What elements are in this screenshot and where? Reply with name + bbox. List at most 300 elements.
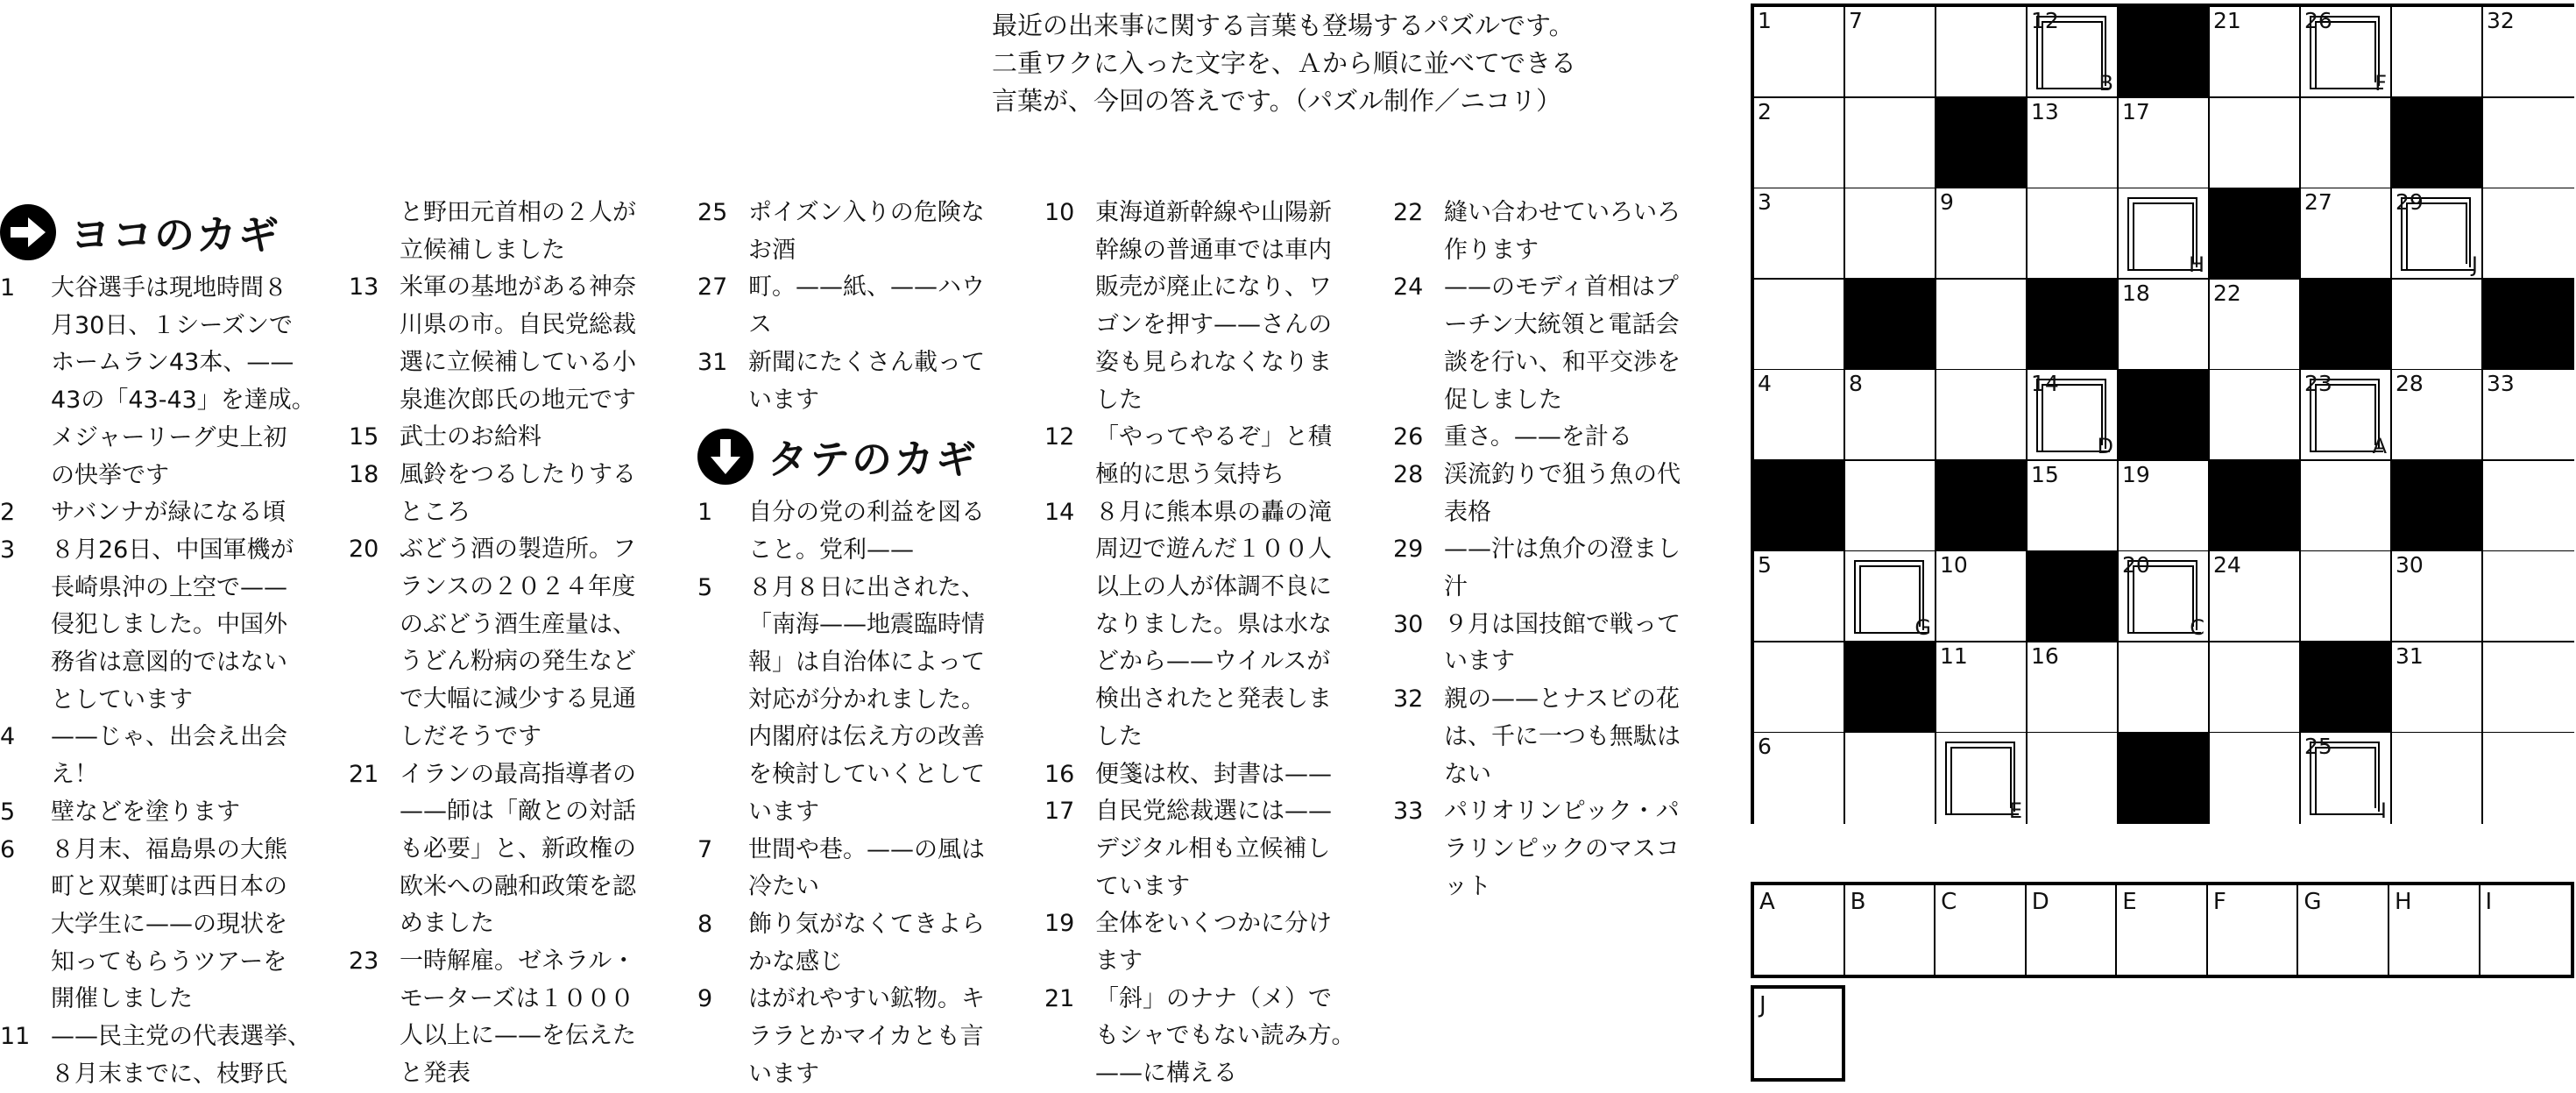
grid-cell[interactable] [1936, 551, 2028, 642]
clue [0, 832, 315, 1019]
clue-number: 31 [697, 348, 728, 376]
grid-cell[interactable] [2119, 551, 2210, 642]
clue-number: 13 [349, 273, 379, 302]
clue-number: 21 [1044, 984, 1075, 1012]
clue-text: ない [1444, 760, 1491, 788]
clue-text: 姿も見られなくなりま [1095, 348, 1332, 376]
clue-text: 月30日、１シーズンで [51, 311, 294, 339]
clue-text: います [748, 798, 819, 826]
cell-number: 12 [2031, 8, 2059, 33]
clue-text: 人以上に——を伝えた [400, 1022, 636, 1050]
black-cell [2301, 642, 2392, 734]
grid-cell[interactable] [2392, 551, 2483, 642]
across-heading [0, 195, 315, 270]
grid-cell[interactable] [2210, 733, 2301, 824]
clue-text: 一時解雇。ゼネラル・ [400, 948, 636, 976]
clue-text: もシャでもない読み方。 [1095, 1022, 1355, 1050]
cell-number: 5 [1758, 552, 1772, 578]
clue-text: え！ [51, 761, 98, 789]
clue-number: 7 [697, 835, 713, 863]
cell-number: 8 [1849, 371, 1863, 396]
clue-number: 20 [349, 536, 379, 564]
clue-column-1 [0, 195, 315, 1093]
grid-cell[interactable] [2210, 642, 2301, 734]
cell-number: 6 [1758, 734, 1772, 759]
clue-text: した [1095, 386, 1143, 414]
black-cell [2483, 280, 2574, 371]
clue-number: 16 [1044, 760, 1075, 788]
answer-box[interactable] [2389, 885, 2480, 975]
grid-cell[interactable] [2392, 280, 2483, 371]
heading-title: タテのカギ [768, 436, 978, 484]
clue-text: ——師は「敵との対話 [400, 798, 636, 826]
clue-text: 世間や巷。——の風は [748, 835, 985, 863]
cell-number: 31 [2396, 642, 2424, 669]
clue-text: ８月に熊本県の轟の滝 [1095, 498, 1332, 526]
clue-text: 新聞にたくさん載って [748, 348, 985, 376]
grid-cell[interactable] [2301, 551, 2392, 642]
clue [697, 832, 1013, 906]
grid-cell[interactable] [2301, 370, 2392, 461]
clue-text: めました [400, 910, 494, 938]
grid-cell[interactable] [1845, 98, 1936, 189]
double-frame-letter: C [2190, 615, 2204, 640]
clue [697, 494, 1013, 569]
clue-text: イランの最高指導者の [400, 760, 636, 788]
clue-text: ——じゃ、出会え出会 [51, 723, 287, 751]
clue [697, 344, 1013, 419]
clue-text: ホームラン43本、—— [51, 349, 294, 377]
cell-number: 13 [2031, 98, 2059, 124]
cell-number: 7 [1849, 8, 1863, 33]
clue-text: ８月末までに、枝野氏 [51, 1060, 287, 1088]
clue-text: は、千に一つも無駄は [1444, 722, 1681, 750]
answer-box-label: J [1759, 992, 1766, 1018]
clue-text: 以上の人が体調不良に [1095, 573, 1332, 601]
intro-text [992, 7, 1658, 120]
clue [1393, 269, 1709, 419]
grid-cell[interactable] [2483, 98, 2574, 189]
clue-text: パリオリンピック・パ [1444, 798, 1680, 826]
cell-number: 24 [2213, 552, 2241, 578]
clue [0, 719, 315, 793]
grid-cell[interactable] [1754, 280, 1845, 371]
clue-text: と発表 [400, 1060, 471, 1088]
clue-number: 19 [1044, 910, 1075, 938]
clue-text: 務省は意図的ではない [51, 649, 287, 677]
cell-number: 27 [2304, 189, 2332, 215]
clue-text: います [748, 386, 819, 414]
answer-box-label: I [2485, 889, 2493, 915]
clue-text: います [1444, 648, 1515, 676]
clue [697, 269, 1013, 344]
grid-cell[interactable] [2483, 642, 2574, 734]
grid-cell[interactable] [2483, 733, 2574, 824]
grid-cell[interactable] [2028, 98, 2119, 189]
clue [1044, 756, 1360, 794]
answer-box[interactable] [2208, 885, 2299, 975]
clue-text: した [1095, 722, 1143, 750]
double-frame-letter: H [2188, 252, 2204, 277]
clue-text: ポイズン入りの危険な [748, 199, 985, 226]
clue-text: います [748, 1060, 819, 1088]
clue-text: の快挙です [51, 461, 169, 489]
clue-text: ララとかマイカとも言 [748, 1023, 984, 1051]
grid-cell[interactable] [2210, 551, 2301, 642]
black-cell [1936, 98, 2028, 189]
clue [1393, 531, 1709, 606]
clue [1044, 494, 1360, 756]
clue-text: 報」は自治体によって [748, 649, 985, 677]
clue-number: 5 [697, 573, 713, 601]
clue-text: 壁などを塗ります [51, 798, 240, 826]
clue-column-2 [349, 195, 664, 1093]
clue-text: ——汁は魚介の澄まし [1444, 536, 1681, 564]
grid-cell[interactable] [2301, 188, 2392, 280]
black-cell [2119, 370, 2210, 461]
cell-number: 28 [2396, 371, 2424, 396]
clue [0, 794, 315, 832]
grid-cell[interactable] [2028, 7, 2119, 98]
clue-number: 25 [697, 199, 728, 226]
clue-text: 検出されたと発表しま [1095, 685, 1332, 713]
grid-cell[interactable] [1936, 188, 2028, 280]
grid-cell[interactable] [2119, 188, 2210, 280]
grid-cell[interactable] [1754, 370, 1845, 461]
clue [697, 981, 1013, 1093]
clue-text: としています [51, 685, 193, 713]
clue-text: 東海道新幹線や山陽新 [1095, 199, 1332, 226]
clue [1393, 793, 1709, 905]
clue-text: ８月末、福島県の大熊 [51, 835, 287, 863]
clue-number: 27 [697, 273, 728, 302]
clue [1044, 905, 1360, 980]
clue-text: お酒 [748, 236, 796, 264]
cell-number: 33 [2487, 371, 2515, 396]
clue-text: しだそうです [400, 722, 541, 750]
intro-line: 二重ワクに入った文字を、Ａから順に並べてできる [992, 48, 1577, 78]
grid-cell[interactable] [1845, 370, 1936, 461]
grid-cell[interactable] [2210, 280, 2301, 371]
cell-number: 32 [2487, 8, 2515, 33]
clue-number: 26 [1393, 423, 1424, 451]
grid-cell[interactable] [2483, 551, 2574, 642]
cell-number: 26 [2304, 8, 2332, 33]
clue-number: 6 [0, 835, 16, 863]
grid-cell[interactable] [2210, 370, 2301, 461]
clue-text: ます [1095, 948, 1143, 976]
black-cell [2392, 98, 2483, 189]
clue-text: 親の——とナスビの花 [1444, 685, 1680, 713]
clue-text: 販売が廃止になり、ワ [1095, 273, 1332, 302]
grid-cell[interactable] [1754, 733, 1845, 824]
grid-cell[interactable] [1845, 188, 1936, 280]
grid-cell[interactable] [2301, 7, 2392, 98]
clue-text: 大谷選手は現地時間８ [51, 274, 287, 302]
grid-cell[interactable] [1845, 461, 1936, 552]
grid-cell[interactable] [2392, 7, 2483, 98]
grid-cell[interactable] [2119, 280, 2210, 371]
answer-box-label: D [2031, 889, 2049, 915]
clue [349, 457, 664, 531]
clue-text: 開催しました [51, 985, 193, 1013]
grid-cell[interactable] [2301, 733, 2392, 824]
answer-box[interactable] [2027, 885, 2118, 975]
cell-number: 15 [2031, 461, 2059, 487]
grid-cell[interactable] [2028, 370, 2119, 461]
clue-number: 18 [349, 460, 379, 488]
clue [349, 756, 664, 944]
grid-cell[interactable] [2028, 188, 2119, 280]
clue-number: 21 [349, 760, 379, 788]
grid-cell[interactable] [2392, 642, 2483, 734]
crossword-grid [1751, 4, 2574, 824]
clue-text: 大学生に——の現状を [51, 910, 287, 938]
double-frame-letter: B [2098, 71, 2113, 96]
clue-text: 幹線の普通車では車内 [1095, 236, 1332, 264]
grid-cell[interactable] [2301, 98, 2392, 189]
clue [0, 1018, 315, 1093]
grid-cell[interactable] [1936, 370, 2028, 461]
clue-text: 極的に思う気持ち [1095, 460, 1284, 488]
answer-box[interactable] [1845, 885, 1936, 975]
grid-cell[interactable] [1936, 280, 2028, 371]
clue-text: ラリンピックのマスコ [1444, 834, 1680, 862]
black-cell [2028, 551, 2119, 642]
down-heading [697, 419, 1013, 494]
clue-text: 町と双葉町は西日本の [51, 873, 287, 901]
cell-number: 18 [2122, 280, 2150, 306]
clue-text: デジタル相も立候補し [1095, 834, 1331, 862]
clue-text: 知ってもらうツアーを [51, 948, 287, 976]
clue-number: 23 [349, 948, 379, 976]
cell-number: 3 [1758, 189, 1772, 215]
clue-text: 風鈴をつるしたりする [400, 460, 636, 488]
grid-cell[interactable] [2301, 461, 2392, 552]
double-frame-letter: J [2471, 252, 2478, 277]
clue [1044, 195, 1360, 419]
arrow-right-icon [0, 204, 56, 260]
clue-text: 欧米への融和政策を認 [400, 872, 636, 900]
clue-column-3 [697, 195, 1013, 1093]
clue-number: 32 [1393, 685, 1424, 713]
clue-number: 33 [1393, 798, 1424, 826]
clue [697, 906, 1013, 981]
cell-number: 30 [2396, 552, 2424, 578]
double-frame-letter: I [2380, 798, 2387, 823]
clue-text: で大幅に減少する見通 [400, 685, 636, 713]
cell-number: 25 [2304, 734, 2332, 759]
clue [1393, 195, 1709, 269]
black-cell [2392, 461, 2483, 552]
grid-cell[interactable] [1936, 642, 2028, 734]
grid-cell[interactable] [1754, 188, 1845, 280]
clue-text: 対応が分かれました。 [748, 685, 985, 713]
clue-text: 談を行い、和平交渉を [1444, 348, 1681, 376]
cell-number: 11 [1940, 642, 1968, 669]
black-cell [1845, 280, 1936, 371]
answer-box-label: C [1941, 889, 1957, 915]
grid-cell[interactable] [1754, 642, 1845, 734]
clue-text: ——民主党の代表選挙、 [51, 1023, 311, 1051]
clue-text: こと。党利—— [748, 536, 914, 564]
clue-column-5 [1393, 195, 1709, 905]
clue-number: 12 [1044, 423, 1075, 451]
clue-text: ——のモディ首相はプ [1444, 273, 1679, 302]
cell-number: 14 [2031, 371, 2059, 396]
clue-number: 3 [0, 536, 16, 564]
intro-line: 最近の出来事に関する言葉も登場するパズルです。 [992, 11, 1575, 40]
clue-text: ——に構える [1095, 1060, 1237, 1088]
grid-cell[interactable] [2119, 461, 2210, 552]
answer-boxes [1751, 882, 2574, 978]
grid-cell[interactable] [1845, 733, 1936, 824]
clue-number: 1 [0, 274, 16, 302]
clue [349, 531, 664, 756]
black-cell [2028, 280, 2119, 371]
grid-cell[interactable] [2210, 98, 2301, 189]
clue-text: ス [748, 311, 772, 339]
clue-text: 43の「43-43」を達成。 [51, 387, 315, 415]
clue-text: ところ [400, 498, 471, 526]
grid-cell[interactable] [2028, 461, 2119, 552]
cell-number: 20 [2122, 552, 2150, 578]
clue [1393, 419, 1709, 457]
clue-number: 24 [1393, 273, 1424, 302]
clue [0, 532, 315, 720]
cell-number: 2 [1758, 98, 1772, 124]
grid-cell[interactable] [1936, 7, 2028, 98]
grid-cell[interactable] [2392, 733, 2483, 824]
black-cell [1936, 461, 2028, 552]
clue [1044, 419, 1360, 493]
clue-text: 自民党総裁選には—— [1095, 798, 1332, 826]
cell-number: 9 [1940, 189, 1954, 215]
clue-text: 冷たい [748, 873, 819, 901]
answer-box[interactable] [1754, 885, 1845, 975]
clue-text: 米軍の基地がある神奈 [400, 273, 636, 302]
clue [697, 195, 1013, 269]
cell-number: 22 [2213, 280, 2241, 306]
clue-text: 縫い合わせていろいろ [1444, 199, 1681, 226]
answer-box[interactable] [2117, 885, 2208, 975]
grid-cell[interactable] [2392, 370, 2483, 461]
grid-cell[interactable] [2483, 7, 2574, 98]
cell-number: 29 [2396, 189, 2424, 215]
grid-cell[interactable] [2119, 642, 2210, 734]
double-frame-letter: G [1914, 615, 1931, 640]
clue-text: と野田元首相の２人が [400, 199, 636, 226]
grid-cell[interactable] [2483, 370, 2574, 461]
clue-text: 選に立候補している小 [400, 348, 636, 376]
grid-cell[interactable] [2119, 98, 2210, 189]
clue-text: ています [1095, 872, 1190, 900]
clue-text: 長崎県沖の上空で—— [51, 573, 287, 601]
clue-text: 促しました [1444, 386, 1562, 414]
grid-cell[interactable] [1936, 733, 2028, 824]
double-frame-letter: A [2372, 434, 2387, 458]
clue-text: メジャーリーグ史上初 [51, 423, 287, 451]
black-cell [2301, 280, 2392, 371]
cell-number: 19 [2122, 461, 2150, 487]
clue-text: 「斜」のナナ（メ）で [1095, 984, 1332, 1012]
cell-number: 17 [2122, 98, 2150, 124]
answer-box[interactable] [2480, 885, 2572, 975]
clue-column-4 [1044, 195, 1360, 1093]
clue-text: モーターズは１０００ [400, 984, 634, 1012]
cell-number: 1 [1758, 8, 1772, 33]
answer-box-j[interactable] [1751, 985, 1845, 1082]
answer-box-label: E [2122, 889, 2137, 915]
answer-box[interactable] [1936, 885, 2027, 975]
arrow-down-icon [697, 429, 754, 485]
clue-text: 作ります [1444, 236, 1539, 264]
clue [1393, 457, 1709, 531]
clue [1044, 981, 1360, 1093]
clue-number: 10 [1044, 199, 1075, 226]
clue [349, 195, 664, 269]
answer-box-label: B [1850, 889, 1866, 915]
grid-cell[interactable] [2028, 733, 2119, 824]
grid-cell[interactable] [1754, 551, 1845, 642]
cell-number: 4 [1758, 371, 1772, 396]
clue-number: 2 [0, 499, 16, 527]
clue-text: ット [1444, 872, 1491, 900]
clue-text: 泉進次郎氏の地元です [400, 386, 636, 414]
cell-number: 16 [2031, 642, 2059, 669]
clue [1393, 681, 1709, 793]
clue-text: 自分の党の利益を図る [748, 499, 985, 527]
clue-text: 重さ。——を計る [1444, 423, 1632, 451]
clue-number: 14 [1044, 498, 1075, 526]
grid-cell[interactable] [2483, 188, 2574, 280]
clue-text: ９月は国技館で戦って [1444, 610, 1681, 638]
clue-number: 1 [697, 499, 713, 527]
grid-cell[interactable] [1845, 551, 1936, 642]
grid-cell[interactable] [2392, 188, 2483, 280]
answer-box-label: G [2304, 889, 2322, 915]
grid-cell[interactable] [2210, 7, 2301, 98]
clue-text: 町。——紙、——ハウ [748, 273, 985, 302]
clue-text: 川県の市。自民党総裁 [400, 311, 636, 339]
clue-text: 「南海——地震臨時情 [748, 611, 985, 639]
answer-box[interactable] [2298, 885, 2389, 975]
cell-number: 10 [1940, 552, 1968, 578]
clue-text: 全体をいくつかに分け [1095, 910, 1332, 938]
answer-box-label: F [2212, 889, 2226, 915]
answer-box-label: H [2394, 889, 2412, 915]
clue-number: 29 [1393, 536, 1424, 564]
clue [349, 419, 664, 457]
grid-cell[interactable] [1754, 98, 1845, 189]
clue-text: ーチン大統領と電話会 [1444, 311, 1680, 339]
double-frame-letter: F [2374, 71, 2387, 96]
grid-cell[interactable] [2483, 461, 2574, 552]
double-frame [1945, 742, 2019, 815]
grid-cell[interactable] [2028, 642, 2119, 734]
grid-cell[interactable] [1754, 7, 1845, 98]
grid-cell[interactable] [1845, 7, 1936, 98]
clue-text: なりました。県は水な [1095, 610, 1332, 638]
clue-text: のぶどう酒生産量は、 [400, 610, 636, 638]
answer-box-label: A [1759, 889, 1775, 915]
clue-text: 飾り気がなくてきよら [748, 910, 985, 938]
black-cell [1845, 642, 1936, 734]
clue-text: 立候補しました [400, 236, 565, 264]
heading-title: ヨコのカギ [70, 211, 280, 259]
clue-number: 17 [1044, 798, 1075, 826]
clue-text: 便箋は枚、封書は—— [1095, 760, 1332, 788]
